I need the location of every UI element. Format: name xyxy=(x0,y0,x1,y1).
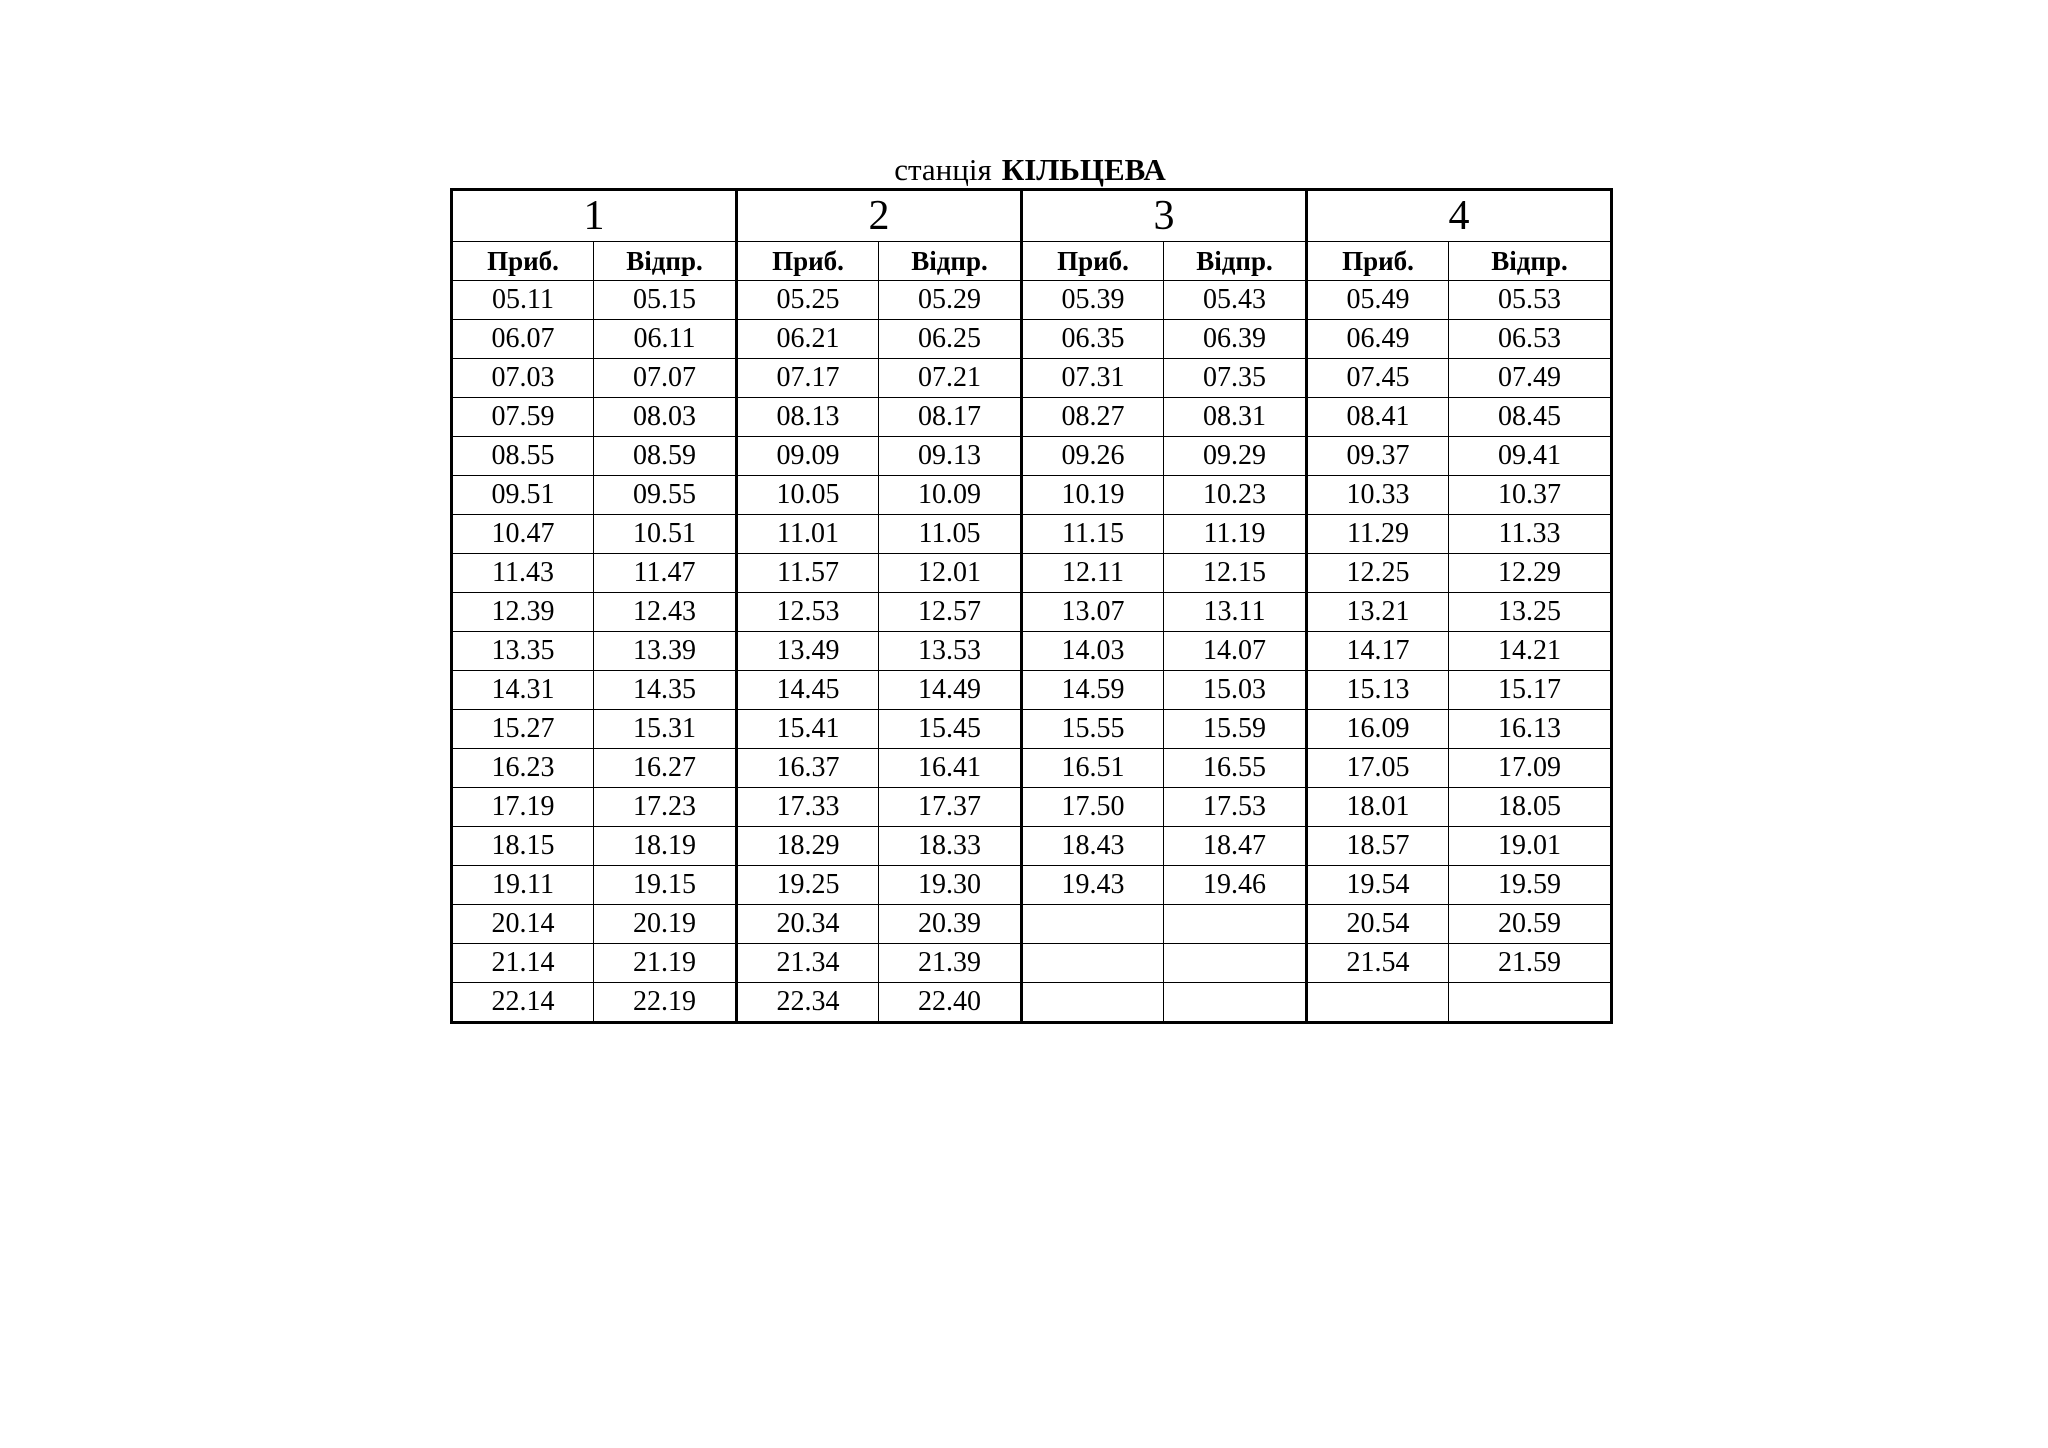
arrival-time-cell: 21.34 xyxy=(737,944,879,983)
arrival-time-cell: 09.09 xyxy=(737,437,879,476)
arrival-time-cell: 18.43 xyxy=(1022,827,1164,866)
departure-time-cell: 13.53 xyxy=(879,632,1022,671)
arrival-time-cell: 13.49 xyxy=(737,632,879,671)
table-row xyxy=(452,827,1612,866)
table-row xyxy=(452,788,1612,827)
departure-time-cell xyxy=(1449,983,1612,1023)
departure-time-cell: 11.19 xyxy=(1164,515,1307,554)
departure-time-cell: 19.15 xyxy=(594,866,737,905)
arrival-header: Приб. xyxy=(1307,242,1449,281)
arrival-time-cell: 08.55 xyxy=(452,437,594,476)
departure-time-cell: 08.45 xyxy=(1449,398,1612,437)
arrival-time-cell: 05.49 xyxy=(1307,281,1449,320)
arrival-time-cell: 17.19 xyxy=(452,788,594,827)
departure-time-cell: 12.15 xyxy=(1164,554,1307,593)
departure-time-cell: 07.21 xyxy=(879,359,1022,398)
arrival-time-cell: 12.11 xyxy=(1022,554,1164,593)
arrival-time-cell: 07.59 xyxy=(452,398,594,437)
departure-time-cell: 07.07 xyxy=(594,359,737,398)
departure-time-cell: 19.46 xyxy=(1164,866,1307,905)
departure-time-cell: 06.25 xyxy=(879,320,1022,359)
group-header-4: 4 xyxy=(1307,190,1612,242)
arrival-time-cell: 16.51 xyxy=(1022,749,1164,788)
table-row xyxy=(452,866,1612,905)
arrival-time-cell: 18.57 xyxy=(1307,827,1449,866)
departure-time-cell: 14.07 xyxy=(1164,632,1307,671)
arrival-time-cell: 15.41 xyxy=(737,710,879,749)
arrival-time-cell: 11.29 xyxy=(1307,515,1449,554)
arrival-time-cell xyxy=(1022,944,1164,983)
departure-time-cell: 05.43 xyxy=(1164,281,1307,320)
arrival-time-cell: 06.49 xyxy=(1307,320,1449,359)
arrival-time-cell: 12.25 xyxy=(1307,554,1449,593)
arrival-time-cell xyxy=(1022,905,1164,944)
timetable xyxy=(450,188,1613,1024)
table-row xyxy=(452,983,1612,1023)
departure-time-cell: 11.47 xyxy=(594,554,737,593)
arrival-time-cell: 11.01 xyxy=(737,515,879,554)
table-row xyxy=(452,593,1612,632)
departure-time-cell: 17.23 xyxy=(594,788,737,827)
departure-time-cell: 20.39 xyxy=(879,905,1022,944)
departure-time-cell: 09.13 xyxy=(879,437,1022,476)
arrival-time-cell: 17.50 xyxy=(1022,788,1164,827)
page-title xyxy=(450,148,1610,192)
departure-time-cell: 15.59 xyxy=(1164,710,1307,749)
departure-time-cell: 17.09 xyxy=(1449,749,1612,788)
departure-time-cell: 20.19 xyxy=(594,905,737,944)
arrival-time-cell: 18.01 xyxy=(1307,788,1449,827)
departure-time-cell: 12.57 xyxy=(879,593,1022,632)
group-header-3: 3 xyxy=(1022,190,1307,242)
departure-time-cell: 09.29 xyxy=(1164,437,1307,476)
departure-time-cell: 17.37 xyxy=(879,788,1022,827)
arrival-time-cell: 19.11 xyxy=(452,866,594,905)
arrival-time-cell: 06.21 xyxy=(737,320,879,359)
arrival-time-cell: 14.17 xyxy=(1307,632,1449,671)
arrival-time-cell: 21.14 xyxy=(452,944,594,983)
table-row xyxy=(452,398,1612,437)
arrival-time-cell: 14.59 xyxy=(1022,671,1164,710)
departure-time-cell xyxy=(1164,905,1307,944)
arrival-time-cell: 10.47 xyxy=(452,515,594,554)
arrival-time-cell xyxy=(1022,983,1164,1023)
table-row xyxy=(452,281,1612,320)
arrival-time-cell: 15.13 xyxy=(1307,671,1449,710)
departure-time-cell: 18.33 xyxy=(879,827,1022,866)
departure-time-cell xyxy=(1164,944,1307,983)
table-row xyxy=(452,710,1612,749)
departure-header: Відпр. xyxy=(1164,242,1307,281)
table-row xyxy=(452,554,1612,593)
departure-time-cell: 10.23 xyxy=(1164,476,1307,515)
arrival-time-cell: 19.43 xyxy=(1022,866,1164,905)
departure-time-cell: 16.55 xyxy=(1164,749,1307,788)
departure-time-cell: 10.51 xyxy=(594,515,737,554)
departure-time-cell: 10.37 xyxy=(1449,476,1612,515)
table-row xyxy=(452,671,1612,710)
arrival-time-cell: 14.03 xyxy=(1022,632,1164,671)
departure-time-cell: 12.29 xyxy=(1449,554,1612,593)
arrival-time-cell: 14.45 xyxy=(737,671,879,710)
arrival-time-cell: 11.57 xyxy=(737,554,879,593)
departure-time-cell: 15.03 xyxy=(1164,671,1307,710)
departure-time-cell: 13.39 xyxy=(594,632,737,671)
arrival-time-cell: 16.23 xyxy=(452,749,594,788)
arrival-time-cell: 05.39 xyxy=(1022,281,1164,320)
departure-time-cell: 05.15 xyxy=(594,281,737,320)
group-header-2: 2 xyxy=(737,190,1022,242)
departure-time-cell: 09.41 xyxy=(1449,437,1612,476)
column-header-row xyxy=(452,242,1612,281)
timetable-body xyxy=(452,281,1612,1023)
table-row xyxy=(452,905,1612,944)
departure-time-cell: 18.19 xyxy=(594,827,737,866)
departure-header: Відпр. xyxy=(879,242,1022,281)
departure-time-cell: 06.53 xyxy=(1449,320,1612,359)
arrival-time-cell: 11.43 xyxy=(452,554,594,593)
departure-time-cell: 11.05 xyxy=(879,515,1022,554)
arrival-time-cell: 13.07 xyxy=(1022,593,1164,632)
departure-time-cell: 18.05 xyxy=(1449,788,1612,827)
table-row xyxy=(452,515,1612,554)
arrival-time-cell: 15.27 xyxy=(452,710,594,749)
departure-time-cell: 14.21 xyxy=(1449,632,1612,671)
arrival-time-cell: 07.31 xyxy=(1022,359,1164,398)
table-row xyxy=(452,359,1612,398)
table-row xyxy=(452,749,1612,788)
arrival-time-cell: 16.09 xyxy=(1307,710,1449,749)
departure-time-cell: 05.29 xyxy=(879,281,1022,320)
arrival-time-cell: 06.07 xyxy=(452,320,594,359)
arrival-time-cell: 05.11 xyxy=(452,281,594,320)
departure-time-cell: 16.41 xyxy=(879,749,1022,788)
departure-time-cell: 19.30 xyxy=(879,866,1022,905)
departure-time-cell: 14.49 xyxy=(879,671,1022,710)
table-row xyxy=(452,632,1612,671)
arrival-time-cell: 06.35 xyxy=(1022,320,1164,359)
station-prefix: станція xyxy=(894,152,992,187)
arrival-header: Приб. xyxy=(737,242,879,281)
departure-time-cell: 17.53 xyxy=(1164,788,1307,827)
departure-time-cell: 06.39 xyxy=(1164,320,1307,359)
arrival-time-cell: 09.37 xyxy=(1307,437,1449,476)
departure-time-cell xyxy=(1164,983,1307,1023)
departure-time-cell: 08.03 xyxy=(594,398,737,437)
arrival-time-cell: 18.15 xyxy=(452,827,594,866)
arrival-time-cell: 07.03 xyxy=(452,359,594,398)
arrival-time-cell: 20.54 xyxy=(1307,905,1449,944)
arrival-time-cell: 10.19 xyxy=(1022,476,1164,515)
departure-time-cell: 21.19 xyxy=(594,944,737,983)
departure-time-cell: 12.01 xyxy=(879,554,1022,593)
arrival-time-cell: 08.27 xyxy=(1022,398,1164,437)
departure-time-cell: 18.47 xyxy=(1164,827,1307,866)
arrival-time-cell: 22.14 xyxy=(452,983,594,1023)
departure-time-cell: 15.45 xyxy=(879,710,1022,749)
table-row xyxy=(452,320,1612,359)
departure-time-cell: 15.31 xyxy=(594,710,737,749)
departure-time-cell: 20.59 xyxy=(1449,905,1612,944)
arrival-time-cell: 12.39 xyxy=(452,593,594,632)
arrival-time-cell: 20.34 xyxy=(737,905,879,944)
arrival-time-cell: 09.51 xyxy=(452,476,594,515)
arrival-time-cell: 10.05 xyxy=(737,476,879,515)
arrival-time-cell: 19.25 xyxy=(737,866,879,905)
arrival-time-cell: 21.54 xyxy=(1307,944,1449,983)
departure-time-cell: 14.35 xyxy=(594,671,737,710)
arrival-time-cell: 09.26 xyxy=(1022,437,1164,476)
departure-time-cell: 16.27 xyxy=(594,749,737,788)
arrival-time-cell: 22.34 xyxy=(737,983,879,1023)
arrival-time-cell: 11.15 xyxy=(1022,515,1164,554)
departure-time-cell: 22.40 xyxy=(879,983,1022,1023)
departure-time-cell: 08.17 xyxy=(879,398,1022,437)
departure-time-cell: 15.17 xyxy=(1449,671,1612,710)
departure-time-cell: 05.53 xyxy=(1449,281,1612,320)
arrival-time-cell: 12.53 xyxy=(737,593,879,632)
departure-time-cell: 06.11 xyxy=(594,320,737,359)
departure-time-cell: 21.59 xyxy=(1449,944,1612,983)
arrival-time-cell: 19.54 xyxy=(1307,866,1449,905)
departure-time-cell: 16.13 xyxy=(1449,710,1612,749)
station-name: КІЛЬЦЕВА xyxy=(1001,152,1166,187)
departure-header: Відпр. xyxy=(594,242,737,281)
departure-time-cell: 21.39 xyxy=(879,944,1022,983)
arrival-time-cell: 15.55 xyxy=(1022,710,1164,749)
departure-time-cell: 08.31 xyxy=(1164,398,1307,437)
table-row xyxy=(452,476,1612,515)
departure-time-cell: 09.55 xyxy=(594,476,737,515)
arrival-time-cell xyxy=(1307,983,1449,1023)
arrival-time-cell: 08.41 xyxy=(1307,398,1449,437)
arrival-header: Приб. xyxy=(452,242,594,281)
arrival-time-cell: 13.35 xyxy=(452,632,594,671)
departure-time-cell: 19.59 xyxy=(1449,866,1612,905)
departure-time-cell: 19.01 xyxy=(1449,827,1612,866)
table-row xyxy=(452,437,1612,476)
table-row xyxy=(452,944,1612,983)
departure-time-cell: 08.59 xyxy=(594,437,737,476)
departure-time-cell: 11.33 xyxy=(1449,515,1612,554)
arrival-time-cell: 10.33 xyxy=(1307,476,1449,515)
arrival-time-cell: 14.31 xyxy=(452,671,594,710)
departure-time-cell: 13.11 xyxy=(1164,593,1307,632)
arrival-time-cell: 18.29 xyxy=(737,827,879,866)
departure-header: Відпр. xyxy=(1449,242,1612,281)
group-header-1: 1 xyxy=(452,190,737,242)
departure-time-cell: 07.49 xyxy=(1449,359,1612,398)
arrival-time-cell: 17.33 xyxy=(737,788,879,827)
arrival-time-cell: 13.21 xyxy=(1307,593,1449,632)
departure-time-cell: 22.19 xyxy=(594,983,737,1023)
arrival-time-cell: 07.17 xyxy=(737,359,879,398)
arrival-time-cell: 08.13 xyxy=(737,398,879,437)
arrival-time-cell: 16.37 xyxy=(737,749,879,788)
departure-time-cell: 12.43 xyxy=(594,593,737,632)
arrival-header: Приб. xyxy=(1022,242,1164,281)
arrival-time-cell: 20.14 xyxy=(452,905,594,944)
arrival-time-cell: 07.45 xyxy=(1307,359,1449,398)
arrival-time-cell: 17.05 xyxy=(1307,749,1449,788)
group-header-row xyxy=(452,190,1612,242)
departure-time-cell: 13.25 xyxy=(1449,593,1612,632)
departure-time-cell: 07.35 xyxy=(1164,359,1307,398)
arrival-time-cell: 05.25 xyxy=(737,281,879,320)
departure-time-cell: 10.09 xyxy=(879,476,1022,515)
